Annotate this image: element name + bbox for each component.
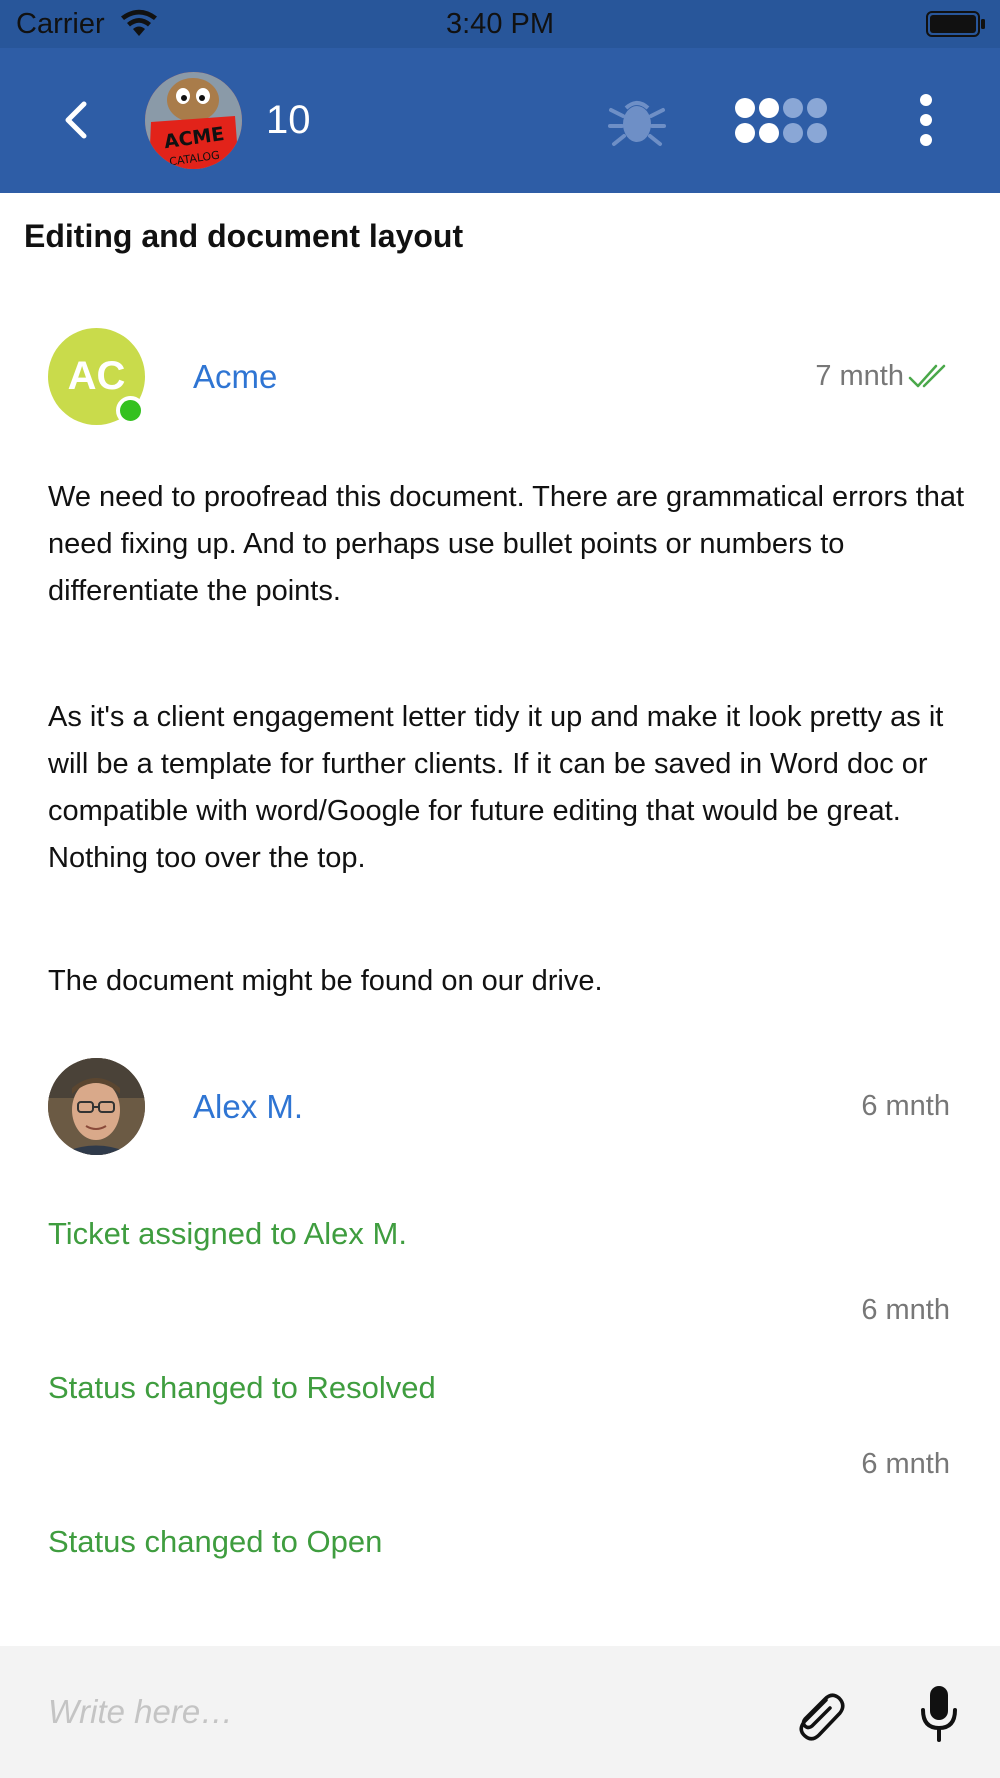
event-time: 6 mnth [861,1294,950,1326]
avatar-acme-text: ACME [162,122,226,154]
more-vertical-icon [908,92,944,148]
message-paragraph: We need to proofread this document. There are grammatical errors that need fixing up. And to perhaps use bullet points or numbers to differentiate the points. [48,481,965,607]
back-chevron-icon [60,100,90,140]
dots-grid-icon [734,96,830,146]
message-header [0,1058,1000,1158]
paperclip-icon [788,1686,848,1746]
back-button[interactable] [50,92,100,148]
message-time: 7 mnth [815,360,904,392]
event-item: Status changed to Open [48,1524,383,1559]
battery-icon [926,11,986,42]
bug-icon [606,94,668,148]
microphone-icon [918,1684,960,1744]
status-bar [0,0,1000,48]
double-check-icon [908,362,952,390]
event-item: Status changed to Resolved [48,1370,436,1405]
more-options-button[interactable] [908,92,944,148]
app-header [0,48,1000,193]
message-time: 6 mnth [861,1090,950,1122]
microphone-button[interactable] [918,1684,960,1744]
event-time: 6 mnth [861,1448,950,1480]
online-status-indicator [116,396,145,425]
carrier-label: Carrier [16,8,105,40]
ticket-title: Editing and document layout [24,218,464,254]
header-avatar[interactable] [145,72,242,169]
dots-grid-button[interactable] [734,96,830,146]
author-name[interactable]: Alex M. [193,1088,304,1125]
author-name[interactable]: Acme [193,358,278,395]
message-header [0,328,1000,428]
clock: 3:40 PM [446,8,554,40]
bug-button[interactable] [606,94,668,148]
message-paragraph: As it's a client engagement letter tidy it up and make it look pretty as it will be a template for further clients. If it can be saved in Word doc or compatible with word/Google for future editing that would be great. Nothing too over the top. [48,701,944,874]
avatar-initials: AC [67,354,126,398]
avatar-catalog-text: CATALOG [168,148,221,169]
message-input[interactable] [48,1682,748,1742]
avatar[interactable] [48,1058,145,1155]
event-item: Ticket assigned to Alex M. [48,1216,407,1251]
attach-button[interactable] [788,1686,848,1746]
ticket-count: 10 [266,98,311,142]
message-composer [0,1646,1000,1778]
message-paragraph: The document might be found on our drive. [48,965,603,997]
